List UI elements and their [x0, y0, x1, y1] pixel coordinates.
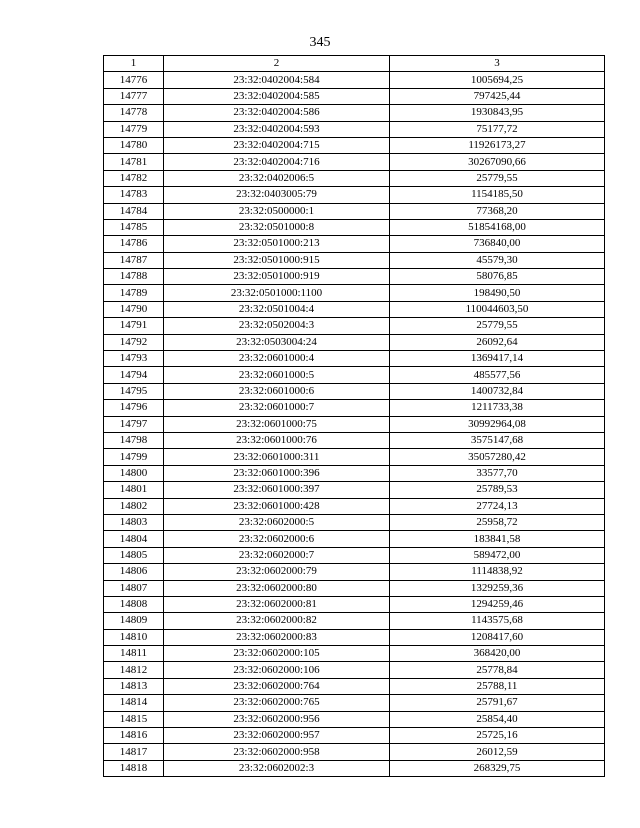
- table-row: [104, 367, 605, 383]
- value-cell: 3575147,68: [390, 432, 605, 448]
- value-cell: 25788,11: [390, 678, 605, 694]
- cadastral-value-table: [103, 55, 605, 777]
- row-number-cell: 14800: [104, 465, 164, 481]
- value-cell: 1143575,68: [390, 613, 605, 629]
- row-number-cell: 14809: [104, 613, 164, 629]
- table-row: [104, 728, 605, 744]
- value-cell: 11926173,27: [390, 137, 605, 153]
- table-row: [104, 137, 605, 153]
- table-row: [104, 531, 605, 547]
- value-cell: 51854168,00: [390, 219, 605, 235]
- table-row: [104, 416, 605, 432]
- table-row: [104, 678, 605, 694]
- row-number-cell: 14784: [104, 203, 164, 219]
- page-number: 345: [309, 35, 331, 50]
- cadastral-number-cell: 23:32:0402004:593: [164, 121, 390, 137]
- value-cell: 268329,75: [390, 760, 605, 776]
- value-cell: 25779,55: [390, 170, 605, 186]
- cadastral-number-cell: 23:32:0602000:957: [164, 728, 390, 744]
- cadastral-number-cell: 23:32:0602000:105: [164, 646, 390, 662]
- cadastral-number-cell: 23:32:0601000:4: [164, 351, 390, 367]
- row-number-cell: 14796: [104, 400, 164, 416]
- table-row: [104, 711, 605, 727]
- value-cell: 25958,72: [390, 514, 605, 530]
- cadastral-number-cell: 23:32:0602000:83: [164, 629, 390, 645]
- table-row: [104, 564, 605, 580]
- row-number-cell: 14818: [104, 760, 164, 776]
- table-row: [104, 482, 605, 498]
- value-cell: 45579,30: [390, 252, 605, 268]
- row-number-cell: 14790: [104, 301, 164, 317]
- row-number-cell: 14789: [104, 285, 164, 301]
- row-number-cell: 14814: [104, 695, 164, 711]
- cadastral-number-cell: 23:32:0602000:82: [164, 613, 390, 629]
- row-number-cell: 14806: [104, 564, 164, 580]
- table-row: [104, 646, 605, 662]
- cadastral-number-cell: 23:32:0503004:24: [164, 334, 390, 350]
- table-body: [104, 56, 605, 777]
- row-number-cell: 14817: [104, 744, 164, 760]
- cadastral-number-cell: 23:32:0602000:765: [164, 695, 390, 711]
- value-cell: 30267090,66: [390, 154, 605, 170]
- cadastral-number-cell: 23:32:0602002:3: [164, 760, 390, 776]
- cadastral-number-cell: 23:32:0402004:584: [164, 72, 390, 88]
- cadastral-number-cell: 23:32:0601000:6: [164, 383, 390, 399]
- row-number-cell: 14791: [104, 318, 164, 334]
- table-row: [104, 662, 605, 678]
- cadastral-number-cell: 23:32:0501004:4: [164, 301, 390, 317]
- row-number-cell: 14805: [104, 547, 164, 563]
- row-number-cell: 14795: [104, 383, 164, 399]
- row-number-cell: 14816: [104, 728, 164, 744]
- row-number-cell: 14778: [104, 105, 164, 121]
- table-row: [104, 760, 605, 776]
- value-cell: 26092,64: [390, 334, 605, 350]
- table-row: [104, 236, 605, 252]
- value-cell: 485577,56: [390, 367, 605, 383]
- table-row: [104, 219, 605, 235]
- value-cell: 797425,44: [390, 88, 605, 104]
- table-row: [104, 318, 605, 334]
- cadastral-number-cell: 23:32:0602000:7: [164, 547, 390, 563]
- row-number-cell: 14807: [104, 580, 164, 596]
- cadastral-number-cell: 23:32:0402004:585: [164, 88, 390, 104]
- table-row: [104, 400, 605, 416]
- cadastral-number-cell: 23:32:0602000:81: [164, 596, 390, 612]
- table-row: [104, 170, 605, 186]
- cadastral-number-cell: 23:32:0501000:915: [164, 252, 390, 268]
- value-cell: 25778,84: [390, 662, 605, 678]
- value-cell: 30992964,08: [390, 416, 605, 432]
- cadastral-number-cell: 23:32:0502004:3: [164, 318, 390, 334]
- row-number-cell: 14808: [104, 596, 164, 612]
- row-number-cell: 14802: [104, 498, 164, 514]
- table-row: [104, 301, 605, 317]
- value-cell: 1005694,25: [390, 72, 605, 88]
- table-row: [104, 269, 605, 285]
- value-cell: 25791,67: [390, 695, 605, 711]
- row-number-cell: 14803: [104, 514, 164, 530]
- table-row: [104, 187, 605, 203]
- header-cell: 1: [104, 56, 164, 72]
- value-cell: 368420,00: [390, 646, 605, 662]
- cadastral-number-cell: 23:32:0601000:5: [164, 367, 390, 383]
- table-row: [104, 547, 605, 563]
- table-row: [104, 613, 605, 629]
- cadastral-number-cell: 23:32:0501000:213: [164, 236, 390, 252]
- cadastral-number-cell: 23:32:0601000:76: [164, 432, 390, 448]
- cadastral-number-cell: 23:32:0602000:106: [164, 662, 390, 678]
- row-number-cell: 14793: [104, 351, 164, 367]
- row-number-cell: 14777: [104, 88, 164, 104]
- row-number-cell: 14787: [104, 252, 164, 268]
- value-cell: 1400732,84: [390, 383, 605, 399]
- cadastral-number-cell: 23:32:0601000:7: [164, 400, 390, 416]
- table-row: [104, 105, 605, 121]
- table-row: [104, 629, 605, 645]
- table-row: [104, 449, 605, 465]
- value-cell: 1208417,60: [390, 629, 605, 645]
- row-number-cell: 14780: [104, 137, 164, 153]
- header-row: [104, 56, 605, 72]
- row-number-cell: 14781: [104, 154, 164, 170]
- row-number-cell: 14779: [104, 121, 164, 137]
- table-row: [104, 351, 605, 367]
- table-row: [104, 465, 605, 481]
- cadastral-number-cell: 23:32:0601000:75: [164, 416, 390, 432]
- value-cell: 589472,00: [390, 547, 605, 563]
- value-cell: 35057280,42: [390, 449, 605, 465]
- table-row: [104, 383, 605, 399]
- row-number-cell: 14810: [104, 629, 164, 645]
- value-cell: 25779,55: [390, 318, 605, 334]
- cadastral-number-cell: 23:32:0501000:919: [164, 269, 390, 285]
- value-cell: 1154185,50: [390, 187, 605, 203]
- value-cell: 75177,72: [390, 121, 605, 137]
- value-cell: 33577,70: [390, 465, 605, 481]
- value-cell: 198490,50: [390, 285, 605, 301]
- cadastral-number-cell: 23:32:0601000:397: [164, 482, 390, 498]
- table-row: [104, 334, 605, 350]
- cadastral-number-cell: 23:32:0602000:80: [164, 580, 390, 596]
- cadastral-number-cell: 23:32:0602000:958: [164, 744, 390, 760]
- row-number-cell: 14798: [104, 432, 164, 448]
- value-cell: 27724,13: [390, 498, 605, 514]
- cadastral-number-cell: 23:32:0402004:715: [164, 137, 390, 153]
- cadastral-number-cell: 23:32:0602000:764: [164, 678, 390, 694]
- table-row: [104, 72, 605, 88]
- cadastral-number-cell: 23:32:0501000:1100: [164, 285, 390, 301]
- cadastral-number-cell: 23:32:0601000:428: [164, 498, 390, 514]
- cadastral-number-cell: 23:32:0402004:586: [164, 105, 390, 121]
- table-row: [104, 121, 605, 137]
- table-row: [104, 695, 605, 711]
- row-number-cell: 14776: [104, 72, 164, 88]
- cadastral-number-cell: 23:32:0402004:716: [164, 154, 390, 170]
- table-row: [104, 203, 605, 219]
- table-row: [104, 432, 605, 448]
- cadastral-number-cell: 23:32:0602000:5: [164, 514, 390, 530]
- value-cell: 736840,00: [390, 236, 605, 252]
- value-cell: 1294259,46: [390, 596, 605, 612]
- table-row: [104, 252, 605, 268]
- header-cell: 2: [164, 56, 390, 72]
- row-number-cell: 14797: [104, 416, 164, 432]
- header-cell: 3: [390, 56, 605, 72]
- row-number-cell: 14794: [104, 367, 164, 383]
- value-cell: 25789,53: [390, 482, 605, 498]
- row-number-cell: 14815: [104, 711, 164, 727]
- cadastral-number-cell: 23:32:0501000:8: [164, 219, 390, 235]
- value-cell: 110044603,50: [390, 301, 605, 317]
- row-number-cell: 14788: [104, 269, 164, 285]
- table-row: [104, 498, 605, 514]
- table-row: [104, 596, 605, 612]
- cadastral-number-cell: 23:32:0602000:79: [164, 564, 390, 580]
- table-row: [104, 88, 605, 104]
- table-row: [104, 285, 605, 301]
- value-cell: 77368,20: [390, 203, 605, 219]
- row-number-cell: 14786: [104, 236, 164, 252]
- value-cell: 183841,58: [390, 531, 605, 547]
- row-number-cell: 14813: [104, 678, 164, 694]
- table-row: [104, 580, 605, 596]
- row-number-cell: 14812: [104, 662, 164, 678]
- cadastral-number-cell: 23:32:0403005:79: [164, 187, 390, 203]
- value-cell: 26012,59: [390, 744, 605, 760]
- row-number-cell: 14782: [104, 170, 164, 186]
- table-row: [104, 514, 605, 530]
- row-number-cell: 14792: [104, 334, 164, 350]
- row-number-cell: 14783: [104, 187, 164, 203]
- cadastral-number-cell: 23:32:0402006:5: [164, 170, 390, 186]
- value-cell: 58076,85: [390, 269, 605, 285]
- row-number-cell: 14804: [104, 531, 164, 547]
- value-cell: 1329259,36: [390, 580, 605, 596]
- cadastral-number-cell: 23:32:0500000:1: [164, 203, 390, 219]
- row-number-cell: 14799: [104, 449, 164, 465]
- row-number-cell: 14811: [104, 646, 164, 662]
- value-cell: 1211733,38: [390, 400, 605, 416]
- cadastral-number-cell: 23:32:0601000:396: [164, 465, 390, 481]
- cadastral-number-cell: 23:32:0601000:311: [164, 449, 390, 465]
- row-number-cell: 14785: [104, 219, 164, 235]
- value-cell: 25854,40: [390, 711, 605, 727]
- value-cell: 1930843,95: [390, 105, 605, 121]
- value-cell: 1114838,92: [390, 564, 605, 580]
- table-row: [104, 154, 605, 170]
- row-number-cell: 14801: [104, 482, 164, 498]
- value-cell: 25725,16: [390, 728, 605, 744]
- cadastral-number-cell: 23:32:0602000:956: [164, 711, 390, 727]
- table-row: [104, 744, 605, 760]
- value-cell: 1369417,14: [390, 351, 605, 367]
- cadastral-number-cell: 23:32:0602000:6: [164, 531, 390, 547]
